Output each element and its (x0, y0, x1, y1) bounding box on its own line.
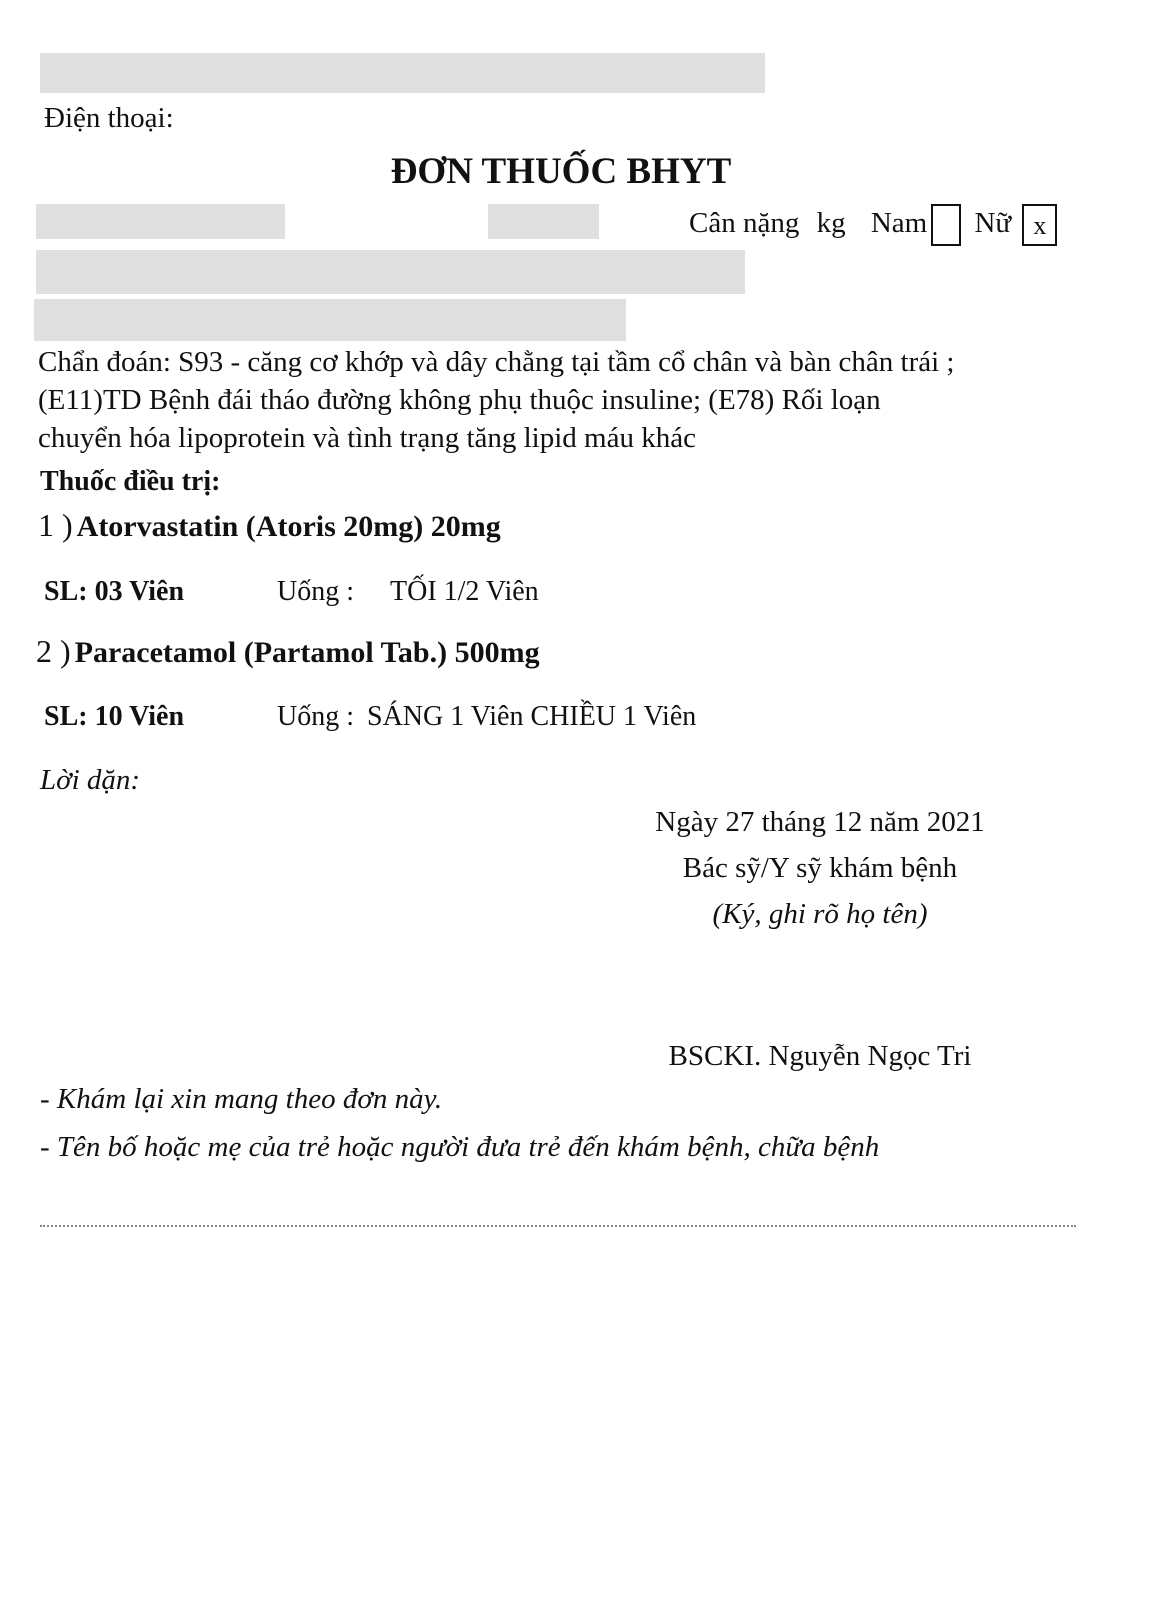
medication-usage: SÁNG 1 Viên CHIỀU 1 Viên (367, 701, 697, 732)
medication-usage: TỐI 1/2 Viên (390, 576, 539, 607)
medication-name: Paracetamol (Partamol Tab.) 500mg (74, 636, 540, 669)
weight-unit: kg (816, 207, 846, 239)
diagnosis-line-2: (E11)TD Bệnh đái tháo đường không phụ thuộc insuline; (E78) Rối loạn (38, 384, 881, 416)
note-follow-up: - Khám lại xin mang theo đơn này. (40, 1083, 443, 1115)
redacted-clinic-info (40, 53, 765, 93)
medication-usage-label: Uống : (277, 701, 354, 732)
medication-name: Atorvastatin (Atoris 20mg) 20mg (76, 510, 501, 543)
weight-label: Cân nặng (689, 207, 800, 239)
medication-usage-label: Uống : (277, 576, 354, 607)
medication-item-2 (36, 631, 540, 678)
patient-sex-weight-row (689, 198, 1057, 248)
redacted-insurance (34, 299, 626, 341)
signature-note: (Ký, ghi rõ họ tên) (712, 898, 928, 930)
redacted-patient-name (36, 204, 285, 239)
male-label: Nam (870, 207, 928, 239)
medication-index: 1 ) (38, 507, 73, 543)
divider-dotted (40, 1225, 1076, 1227)
prescription-date: Ngày 27 tháng 12 năm 2021 (655, 806, 985, 838)
medication-item-1 (38, 505, 501, 552)
female-checkbox: x (1022, 204, 1057, 246)
redacted-address (36, 250, 745, 294)
doctor-name: BSCKI. Nguyễn Ngọc Tri (668, 1040, 972, 1072)
medication-quantity: SL: 10 Viên (44, 701, 185, 732)
phone-label: Điện thoại: (44, 102, 174, 134)
medication-index: 2 ) (36, 633, 71, 669)
treatment-heading: Thuốc điều trị: (40, 466, 221, 497)
redacted-patient-age (488, 204, 599, 239)
diagnosis-line-1: Chẩn đoán: S93 - căng cơ khớp và dây chằng tại tầm cổ chân và bàn chân trái ; (38, 346, 955, 378)
advice-label: Lời dặn: (40, 764, 141, 796)
male-checkbox (931, 204, 961, 246)
female-label: Nữ (974, 207, 1012, 239)
diagnosis-line-3: chuyển hóa lipoprotein và tình trạng tăng lipid máu khác (38, 422, 696, 454)
page-title: ĐƠN THUỐC BHYT (390, 151, 732, 192)
medication-quantity: SL: 03 Viên (44, 576, 185, 607)
note-guardian: - Tên bố hoặc mẹ của trẻ hoặc người đưa trẻ đến khám bệnh, chữa bệnh (40, 1131, 880, 1163)
doctor-role: Bác sỹ/Y sỹ khám bệnh (682, 852, 958, 884)
